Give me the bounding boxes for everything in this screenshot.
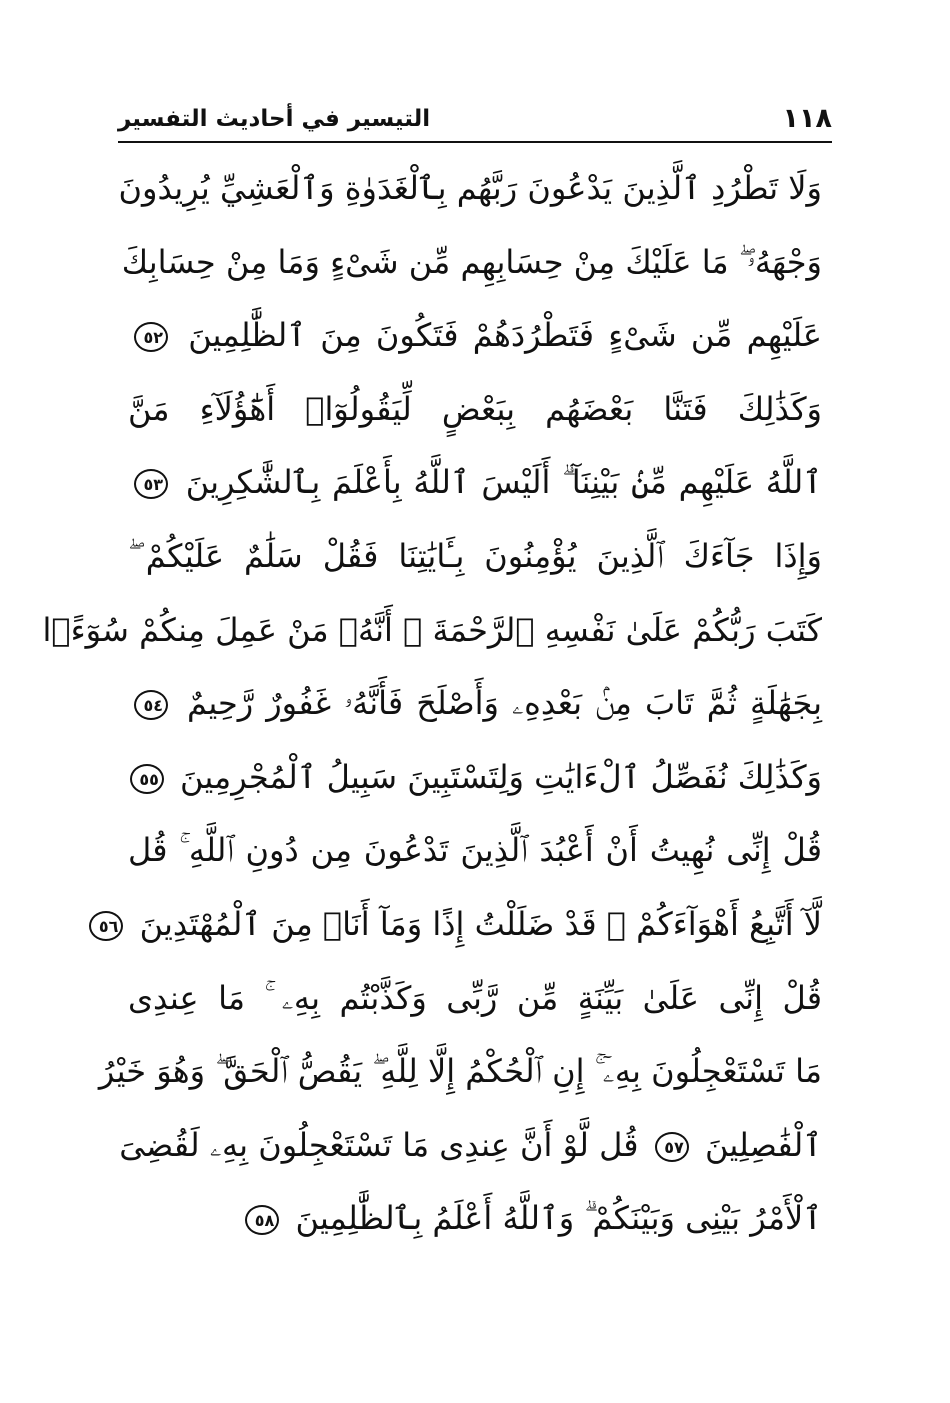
ayah-number-marker: ٥٦ <box>89 911 123 941</box>
ayah-number-marker: ٥٢ <box>134 322 168 352</box>
running-title: التيسير في أحاديث التفسير <box>118 106 431 132</box>
verse-text: بِجَهَٰلَةٍ ثُمَّ تَابَ مِنۢ بَعْدِهِۦ وَأَصْلَحَ فَأَنَّهُۥ غَفُورٌ رَّحِيمٌ <box>187 684 823 723</box>
verse-line <box>128 741 822 815</box>
verse-text: قُل لَّوْ أَنَّ عِندِى مَا تَسْتَعْجِلُونَ بِهِۦ لَقُضِىَ <box>119 1125 639 1164</box>
page-number: ١١٨ <box>782 103 832 134</box>
verse-text: ٱلْأَمْرُ بَيْنِى وَبَيْنَكُمْ ۗ وَٱللَّهُ أَعْلَمُ بِٱلظَّٰلِمِينَ <box>295 1199 822 1238</box>
verse-line <box>128 814 822 888</box>
verse-line <box>121 226 822 300</box>
verse-text: ٱللَّهُ عَلَيْهِم مِّنۢ بَيْنِنَآ ۗ أَلَيْسَ ٱللَّهُ بِأَعْلَمَ بِٱلشَّٰكِرِينَ <box>185 463 823 502</box>
verse-text: كَتَبَ رَبُّكُمْ عَلَىٰ نَفْسِهِ ٱلرَّحْمَةَ ۖ أَنَّهُۥ مَنْ عَمِلَ مِنكُمْ سُوٓءًۢا <box>42 610 822 649</box>
verse-line <box>98 888 822 962</box>
verse-line <box>128 520 822 594</box>
verse-text: وَكَذَٰلِكَ نُفَصِّلُ ٱلْءَايَٰتِ وَلِتَسْتَبِينَ سَبِيلُ ٱلْمُجْرِمِينَ <box>180 757 822 796</box>
verse-text: وَجْهَهُۥ ۖ مَا عَلَيْكَ مِنْ حِسَابِهِم مِّن شَىْءٍ وَمَا مِنْ حِسَابِكَ <box>121 242 822 281</box>
verse-line <box>128 667 822 741</box>
verse-text: قُلْ إِنِّى نُهِيتُ أَنْ أَعْبُدَ ٱلَّذِينَ تَدْعُونَ مِن دُونِ ٱللَّهِ ۚ قُل <box>128 831 822 870</box>
verse-text: مَا تَسْتَعْجِلُونَ بِهِۦٓ ۚ إِنِ ٱلْحُكْمُ إِلَّا لِلَّهِ ۖ يَقُصُّ ٱلْحَقَّ ۖ وَهُوَ خَيْرُ <box>98 1052 822 1091</box>
verse-line <box>128 962 822 1036</box>
verse-line <box>128 446 822 520</box>
verse-line <box>119 1109 822 1183</box>
ayah-number-marker: ٥٧ <box>655 1132 689 1162</box>
verse-line <box>128 299 822 373</box>
verse-line <box>42 594 822 668</box>
verse-line <box>118 152 822 226</box>
verse-line <box>128 1182 822 1256</box>
ayah-number-marker: ٥٨ <box>245 1205 279 1235</box>
ayah-number-marker: ٥٤ <box>134 690 168 720</box>
verse-text: وَكَذَٰلِكَ فَتَنَّا بَعْضَهُم بِبَعْضٍ لِّيَقُولُوٓا۟ أَهَٰٓؤُلَآءِ مَنَّ <box>128 389 822 428</box>
verse-text: عَلَيْهِم مِّن شَىْءٍ فَتَطْرُدَهُمْ فَتَكُونَ مِنَ ٱلظَّٰلِمِينَ <box>188 316 823 355</box>
verse-text: وَإِذَا جَآءَكَ ٱلَّذِينَ يُؤْمِنُونَ بِـَٔايَٰتِنَا فَقُلْ سَلَٰمٌ عَلَيْكُمْ ۖ <box>128 536 822 575</box>
verse-line <box>128 373 822 447</box>
verse-text: ٱلْفَٰصِلِينَ <box>704 1125 822 1164</box>
header-rule <box>118 141 832 143</box>
page-header <box>118 92 832 138</box>
ayah-number-marker: ٥٥ <box>130 764 164 794</box>
verse-text: وَلَا تَطْرُدِ ٱلَّذِينَ يَدْعُونَ رَبَّهُم بِٱلْغَدَوٰةِ وَٱلْعَشِيِّ يُرِيدُونَ <box>118 169 822 207</box>
quran-text-block <box>42 152 823 1256</box>
ayah-number-marker: ٥٣ <box>134 469 168 499</box>
verse-line <box>98 1035 822 1109</box>
verse-text: لَّآ أَتَّبِعُ أَهْوَآءَكُمْ ۙ قَدْ ضَلَلْتُ إِذًا وَمَآ أَنَا۠ مِنَ ٱلْمُهْتَدِينَ <box>139 904 822 943</box>
verse-text: قُلْ إِنِّى عَلَىٰ بَيِّنَةٍ مِّن رَّبِّى وَكَذَّبْتُم بِهِۦ ۚ مَا عِندِى <box>128 978 822 1017</box>
